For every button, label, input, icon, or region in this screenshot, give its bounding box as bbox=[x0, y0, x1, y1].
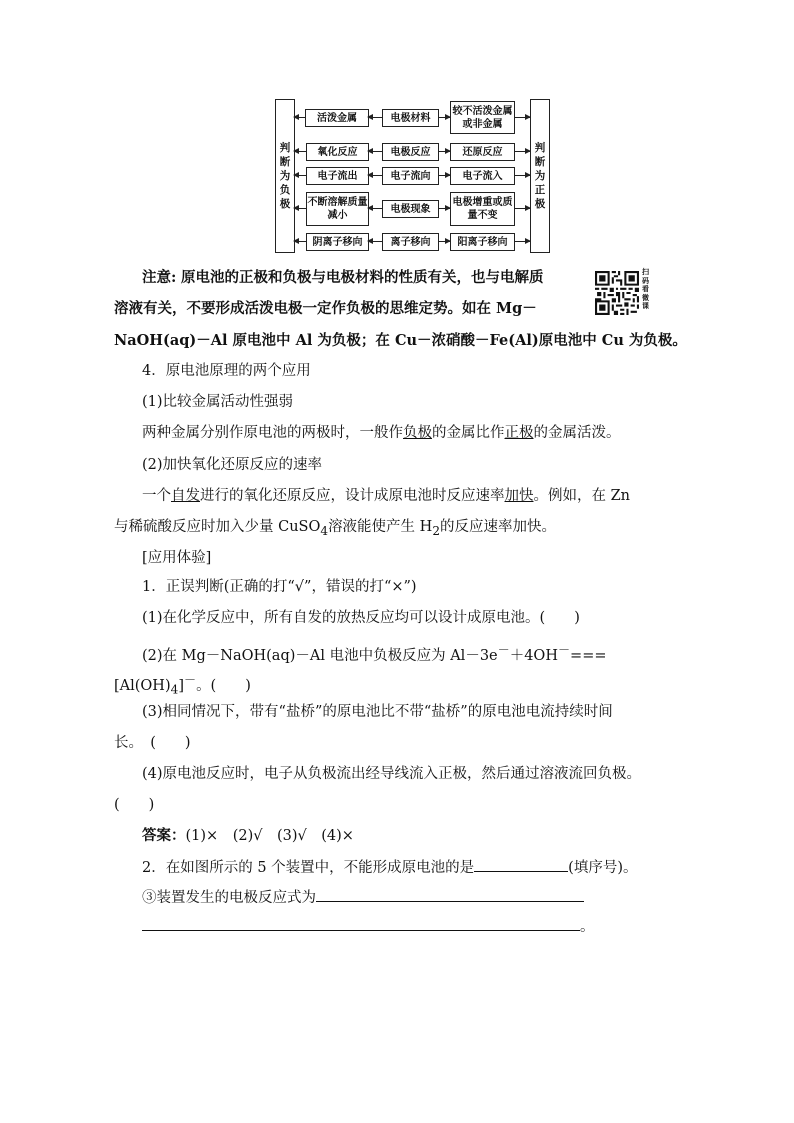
arrow-line bbox=[514, 151, 530, 152]
note-line-1: 注意: 原电池的正极和负极与电极材料的性质有关，也与电解质 bbox=[142, 269, 544, 286]
answer-blank[interactable] bbox=[474, 856, 568, 872]
criterion-box: 电子流向 bbox=[382, 167, 439, 185]
positive-criterion-box: 电子流入 bbox=[450, 167, 515, 185]
subsection-2-text-line-1: 一个自发进行的氧化还原反应，设计成原电池时反应速率加快。例如，在 Zn bbox=[142, 488, 631, 504]
negative-electrode-box bbox=[275, 99, 295, 253]
question-1-item-2-line-1: (2)在 Mg－NaOH(aq)－Al 电池中负极反应为 Al－3e－＋4OH－=== bbox=[142, 643, 607, 664]
arrow-line bbox=[294, 241, 306, 242]
negative-criterion-box: 氧化反应 bbox=[306, 143, 369, 161]
note-line-3: NaOH(aq)－Al 原电池中 Al 为负极；在 Cu－浓硝酸－Fe(Al)原电池中 Cu 为负极。 bbox=[114, 332, 687, 349]
note-line-2: 溶液有关，不要形成活泼电极一定作负极的思维定势。如在 Mg－ bbox=[114, 300, 537, 317]
arrow-line bbox=[514, 241, 530, 242]
section-4-title: 4．原电池原理的两个应用 bbox=[142, 363, 311, 379]
question-2-line-3: 。 bbox=[142, 915, 595, 937]
arrow-line bbox=[368, 117, 382, 118]
answer-label: 答案： bbox=[142, 827, 186, 844]
arrow-line bbox=[438, 208, 450, 209]
arrow-line bbox=[368, 241, 382, 242]
qr-caption: 扫码看微课 bbox=[642, 267, 649, 311]
arrow-line bbox=[514, 208, 530, 209]
answer-line bbox=[142, 826, 354, 846]
question-1-item-4-line-1: (4)原电池反应时，电子从负极流出经导线流入正极，然后通过溶液流回负极。 bbox=[142, 766, 642, 782]
underlined-term: 正极 bbox=[504, 425, 534, 441]
arrow-line bbox=[438, 241, 450, 242]
negative-criterion-box: 电子流出 bbox=[306, 167, 369, 185]
positive-criterion-box: 电极增重或质量不变 bbox=[450, 192, 515, 226]
question-2-line-1: 2．在如图所示的 5 个装置中，不能形成原电池的是 (填序号)。 bbox=[142, 856, 638, 878]
negative-electrode-label: 判断为负极 bbox=[279, 142, 291, 210]
positive-electrode-label: 判断为正极 bbox=[534, 142, 546, 210]
arrow-line bbox=[438, 151, 450, 152]
arrow-line bbox=[368, 208, 382, 209]
positive-electrode-box bbox=[530, 99, 550, 253]
qr-code-icon[interactable] bbox=[595, 271, 639, 315]
arrow-line bbox=[368, 151, 382, 152]
subsection-1-title: (1)比较金属活动性强弱 bbox=[142, 394, 294, 410]
underlined-term: 负极 bbox=[403, 425, 432, 441]
negative-criterion-box: 不断溶解质量减小 bbox=[306, 192, 369, 226]
note-label: 注意: bbox=[142, 269, 177, 286]
positive-criterion-box: 阳离子移向 bbox=[450, 233, 515, 251]
negative-criterion-box: 阴离子移向 bbox=[306, 233, 369, 251]
arrow-line bbox=[514, 175, 530, 176]
electrode-judgment-diagram bbox=[275, 99, 551, 253]
arrow-line bbox=[514, 117, 530, 118]
subsection-1-text: 两种金属分别作原电池的两极时，一般作负极的金属比作正极的金属活泼。 bbox=[142, 425, 621, 441]
arrow-line bbox=[294, 151, 306, 152]
criterion-box: 离子移向 bbox=[382, 233, 439, 251]
criterion-box: 电极材料 bbox=[382, 109, 439, 127]
subsection-2-title: (2)加快氧化还原反应的速率 bbox=[142, 457, 323, 473]
question-1-item-2-line-2: $[Al(OH)_4]^-$。( ) bbox=[114, 673, 251, 697]
underlined-term: 自发 bbox=[171, 488, 200, 504]
question-2-line-2: ③装置发生的电极反应式为 bbox=[142, 886, 584, 908]
arrow-line bbox=[368, 175, 382, 176]
subsection-2-text-line-2: 与稀硫酸反应时加入少量 CuSO$_4$溶液能使产生 $H_2$的反应速率加快。 bbox=[114, 519, 557, 538]
question-1-item-1: (1)在化学反应中，所有自发的放热反应均可以设计成原电池。( ) bbox=[142, 610, 580, 626]
negative-criterion-box: 活泼金属 bbox=[305, 109, 369, 127]
arrow-line bbox=[294, 175, 306, 176]
criterion-box: 电极反应 bbox=[382, 143, 439, 161]
positive-criterion-box: 还原反应 bbox=[450, 143, 515, 161]
answer-text: (1)× (2)√ (3)√ (4)× bbox=[185, 828, 354, 844]
answer-blank[interactable] bbox=[316, 886, 584, 902]
question-1-item-4-line-2: ( ) bbox=[114, 797, 155, 813]
answer-blank[interactable] bbox=[142, 915, 580, 931]
arrow-line bbox=[438, 117, 450, 118]
underlined-term: 加快 bbox=[504, 488, 534, 504]
question-1-item-3-line-2: 长。 ( ) bbox=[114, 735, 191, 751]
practice-heading: [应用体验] bbox=[142, 550, 212, 566]
question-1-item-3-line-1: (3)相同情况下，带有“盐桥”的原电池比不带“盐桥”的原电池电流持续时间 bbox=[142, 704, 613, 720]
positive-criterion-box: 较不活泼金属或非金属 bbox=[450, 101, 515, 134]
arrow-line bbox=[294, 208, 306, 209]
question-1-title: 1．正误判断(正确的打“√”，错误的打“×”) bbox=[142, 579, 417, 595]
criterion-box: 电极现象 bbox=[382, 200, 439, 218]
arrow-line bbox=[438, 175, 450, 176]
